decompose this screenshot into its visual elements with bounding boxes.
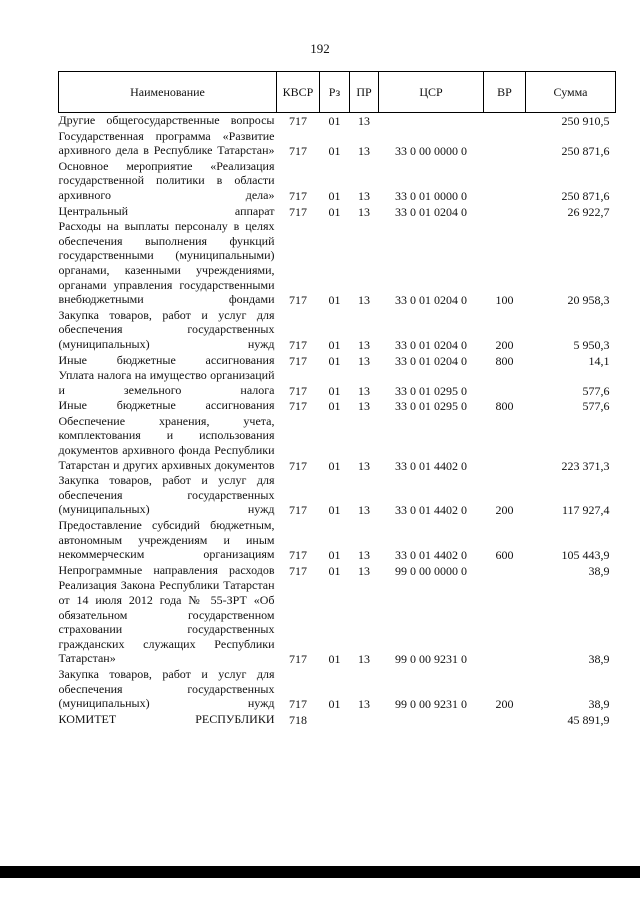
cell-name: Иные бюджетные ассигнования — [58, 398, 275, 413]
cell-kvsr: 717 — [289, 697, 307, 712]
cell-name: Иные бюджетные ассигнования — [58, 352, 275, 367]
cell-pr: 13 — [358, 114, 370, 128]
header-sum: Сумма — [526, 72, 616, 113]
cell-sum: 250 910,5 — [561, 114, 610, 128]
cell-name: Расходы на выплаты персоналу в целях обеспечения выполнения функций государственными (муниципальными) органами, казенными учреждениями, органами управления государственными внебюджетными фондами — [58, 219, 275, 307]
cell-csr — [379, 113, 484, 129]
cell-kvsr: 717 — [289, 293, 307, 308]
cell-pr: 13 — [358, 293, 370, 308]
cell-vr — [484, 578, 526, 667]
cell-vr — [484, 159, 526, 204]
cell-rz: 01 — [328, 337, 341, 352]
cell-name: Обеспечение хранения, учета, комплектования и использования документов архивного фонда Республики Татарстан и других архивных документов — [58, 413, 275, 472]
cell-sum: 38,9 — [588, 652, 610, 667]
cell-pr: 13 — [358, 204, 370, 219]
cell-csr: 99 0 00 9231 0 — [395, 697, 467, 712]
cell-vr — [484, 414, 526, 473]
table-row — [59, 712, 616, 728]
cell-sum: 38,9 — [588, 563, 610, 578]
cell-pr: 13 — [358, 697, 370, 712]
cell-kvsr: 717 — [289, 548, 307, 563]
cell-rz: 01 — [328, 204, 341, 219]
header-vr: ВР — [484, 72, 526, 113]
cell-name: Непрограммные направления расходов — [58, 562, 275, 577]
cell-kvsr: 717 — [289, 652, 307, 667]
cell-vr: 800 — [495, 353, 514, 368]
budget-table — [58, 71, 616, 727]
cell-name: Реализация Закона Республики Татарстан от 14 июля 2012 года № 55-ЗРТ «Об обязательном государственном страховании государственных гражданских служащих Республики Татарстан» — [58, 578, 275, 666]
cell-csr: 33 0 01 4402 0 — [395, 503, 467, 518]
cell-csr: 33 0 01 0204 0 — [395, 204, 467, 219]
cell-sum: 14,1 — [588, 353, 610, 368]
cell-kvsr: 717 — [289, 337, 307, 352]
cell-kvsr: 717 — [289, 458, 307, 473]
table-row — [59, 473, 616, 518]
cell-kvsr: 717 — [289, 188, 307, 203]
cell-pr — [350, 712, 379, 728]
table-header-row — [59, 72, 616, 113]
cell-sum: 20 958,3 — [567, 293, 610, 308]
cell-sum: 117 927,4 — [561, 503, 610, 518]
cell-pr: 13 — [358, 503, 370, 518]
cell-pr: 13 — [358, 563, 370, 578]
cell-name: Другие общегосударственные вопросы — [58, 113, 275, 127]
cell-kvsr: 717 — [289, 563, 307, 578]
cell-rz: 01 — [328, 458, 341, 473]
table-row — [59, 113, 616, 129]
cell-vr: 200 — [495, 697, 514, 712]
cell-sum: 577,6 — [582, 383, 610, 398]
cell-pr: 13 — [358, 458, 370, 473]
cell-vr: 200 — [495, 503, 514, 518]
scan-bottom-border — [0, 866, 640, 878]
cell-csr: 33 0 01 0295 0 — [395, 399, 467, 414]
cell-sum: 577,6 — [582, 399, 610, 414]
cell-rz: 01 — [328, 503, 341, 518]
cell-name: Закупка товаров, работ и услуг для обеспечения государственных (муниципальных) нужд — [58, 473, 275, 517]
cell-rz — [320, 712, 350, 728]
table-row — [59, 204, 616, 220]
cell-vr — [484, 204, 526, 220]
cell-kvsr: 717 — [289, 399, 307, 414]
cell-sum: 5 950,3 — [573, 337, 610, 352]
cell-pr: 13 — [358, 652, 370, 667]
table-row — [59, 563, 616, 579]
cell-rz: 01 — [328, 144, 341, 159]
table-row — [59, 667, 616, 712]
cell-pr: 13 — [358, 383, 370, 398]
cell-csr: 33 0 01 4402 0 — [395, 548, 467, 563]
table-row — [59, 578, 616, 667]
cell-csr — [379, 712, 484, 728]
cell-name: Государственная программа «Развитие архивного дела в Республике Татарстан» — [58, 128, 275, 158]
cell-vr: 600 — [495, 548, 514, 563]
cell-csr: 33 0 01 0204 0 — [395, 353, 467, 368]
header-name: Наименование — [59, 72, 277, 113]
cell-csr: 33 0 01 4402 0 — [395, 458, 467, 473]
cell-name: Центральный аппарат — [58, 203, 275, 218]
cell-csr: 33 0 01 0000 0 — [395, 188, 467, 203]
table-row — [59, 159, 616, 204]
header-csr: ЦСР — [379, 72, 484, 113]
header-rz: Рз — [320, 72, 350, 113]
cell-kvsr: 717 — [289, 353, 307, 368]
cell-name: Предоставление субсидий бюджетным, автономным учреждениям и иным некоммерческим организациям — [58, 518, 275, 562]
cell-pr: 13 — [358, 144, 370, 159]
table-row — [59, 308, 616, 353]
cell-csr: 99 0 00 0000 0 — [395, 563, 467, 578]
cell-rz: 01 — [328, 548, 341, 563]
cell-rz: 01 — [328, 188, 341, 203]
table-row — [59, 368, 616, 398]
cell-rz: 01 — [328, 114, 341, 128]
cell-rz: 01 — [328, 399, 341, 414]
table-body — [59, 113, 616, 728]
header-kvsr: КВСР — [277, 72, 320, 113]
cell-sum: 250 871,6 — [561, 188, 610, 203]
cell-vr — [484, 563, 526, 579]
cell-kvsr: 717 — [289, 114, 307, 128]
cell-vr — [484, 129, 526, 159]
cell-pr: 13 — [358, 337, 370, 352]
table-row — [59, 414, 616, 473]
page-number: 192 — [310, 41, 330, 56]
cell-kvsr: 717 — [289, 144, 307, 159]
cell-vr — [484, 712, 526, 728]
cell-csr: 99 0 00 9231 0 — [395, 652, 467, 667]
cell-rz: 01 — [328, 697, 341, 712]
cell-vr — [484, 113, 526, 129]
table-row — [59, 398, 616, 414]
cell-kvsr: 717 — [289, 383, 307, 398]
cell-rz: 01 — [328, 652, 341, 667]
cell-csr: 33 0 01 0295 0 — [395, 383, 467, 398]
cell-rz: 01 — [328, 563, 341, 578]
cell-vr: 100 — [495, 293, 514, 308]
cell-rz: 01 — [328, 383, 341, 398]
table-row — [59, 353, 616, 369]
cell-vr: 200 — [495, 337, 514, 352]
cell-csr: 33 0 00 0000 0 — [395, 144, 467, 159]
header-pr: ПР — [350, 72, 379, 113]
cell-name: Основное мероприятие «Реализация государственной политики в области архивного дела» — [58, 158, 275, 202]
cell-name: Закупка товаров, работ и услуг для обеспечения государственных (муниципальных) нужд — [58, 666, 275, 711]
cell-sum: 105 443,9 — [561, 548, 610, 563]
table-row — [59, 518, 616, 563]
cell-name: Уплата налога на имущество организаций и земельного налога — [58, 368, 275, 397]
cell-sum: 223 371,3 — [561, 458, 610, 473]
cell-kvsr: 717 — [289, 204, 307, 219]
cell-name: КОМИТЕТ РЕСПУБЛИКИ — [58, 711, 275, 726]
cell-sum: 26 922,7 — [567, 204, 610, 219]
cell-kvsr: 718 — [289, 712, 307, 727]
table-row — [59, 219, 616, 308]
cell-rz: 01 — [328, 353, 341, 368]
cell-sum: 45 891,9 — [567, 712, 610, 727]
cell-pr: 13 — [358, 399, 370, 414]
cell-sum: 38,9 — [588, 697, 610, 712]
cell-rz: 01 — [328, 293, 341, 308]
cell-name: Закупка товаров, работ и услуг для обеспечения государственных (муниципальных) нужд — [58, 307, 275, 351]
cell-csr: 33 0 01 0204 0 — [395, 293, 467, 308]
cell-kvsr: 717 — [289, 503, 307, 518]
cell-csr: 33 0 01 0204 0 — [395, 337, 467, 352]
cell-pr: 13 — [358, 188, 370, 203]
table-row — [59, 129, 616, 159]
cell-vr: 800 — [495, 399, 514, 414]
cell-vr — [484, 368, 526, 398]
cell-pr: 13 — [358, 548, 370, 563]
cell-sum: 250 871,6 — [561, 144, 610, 159]
cell-pr: 13 — [358, 353, 370, 368]
